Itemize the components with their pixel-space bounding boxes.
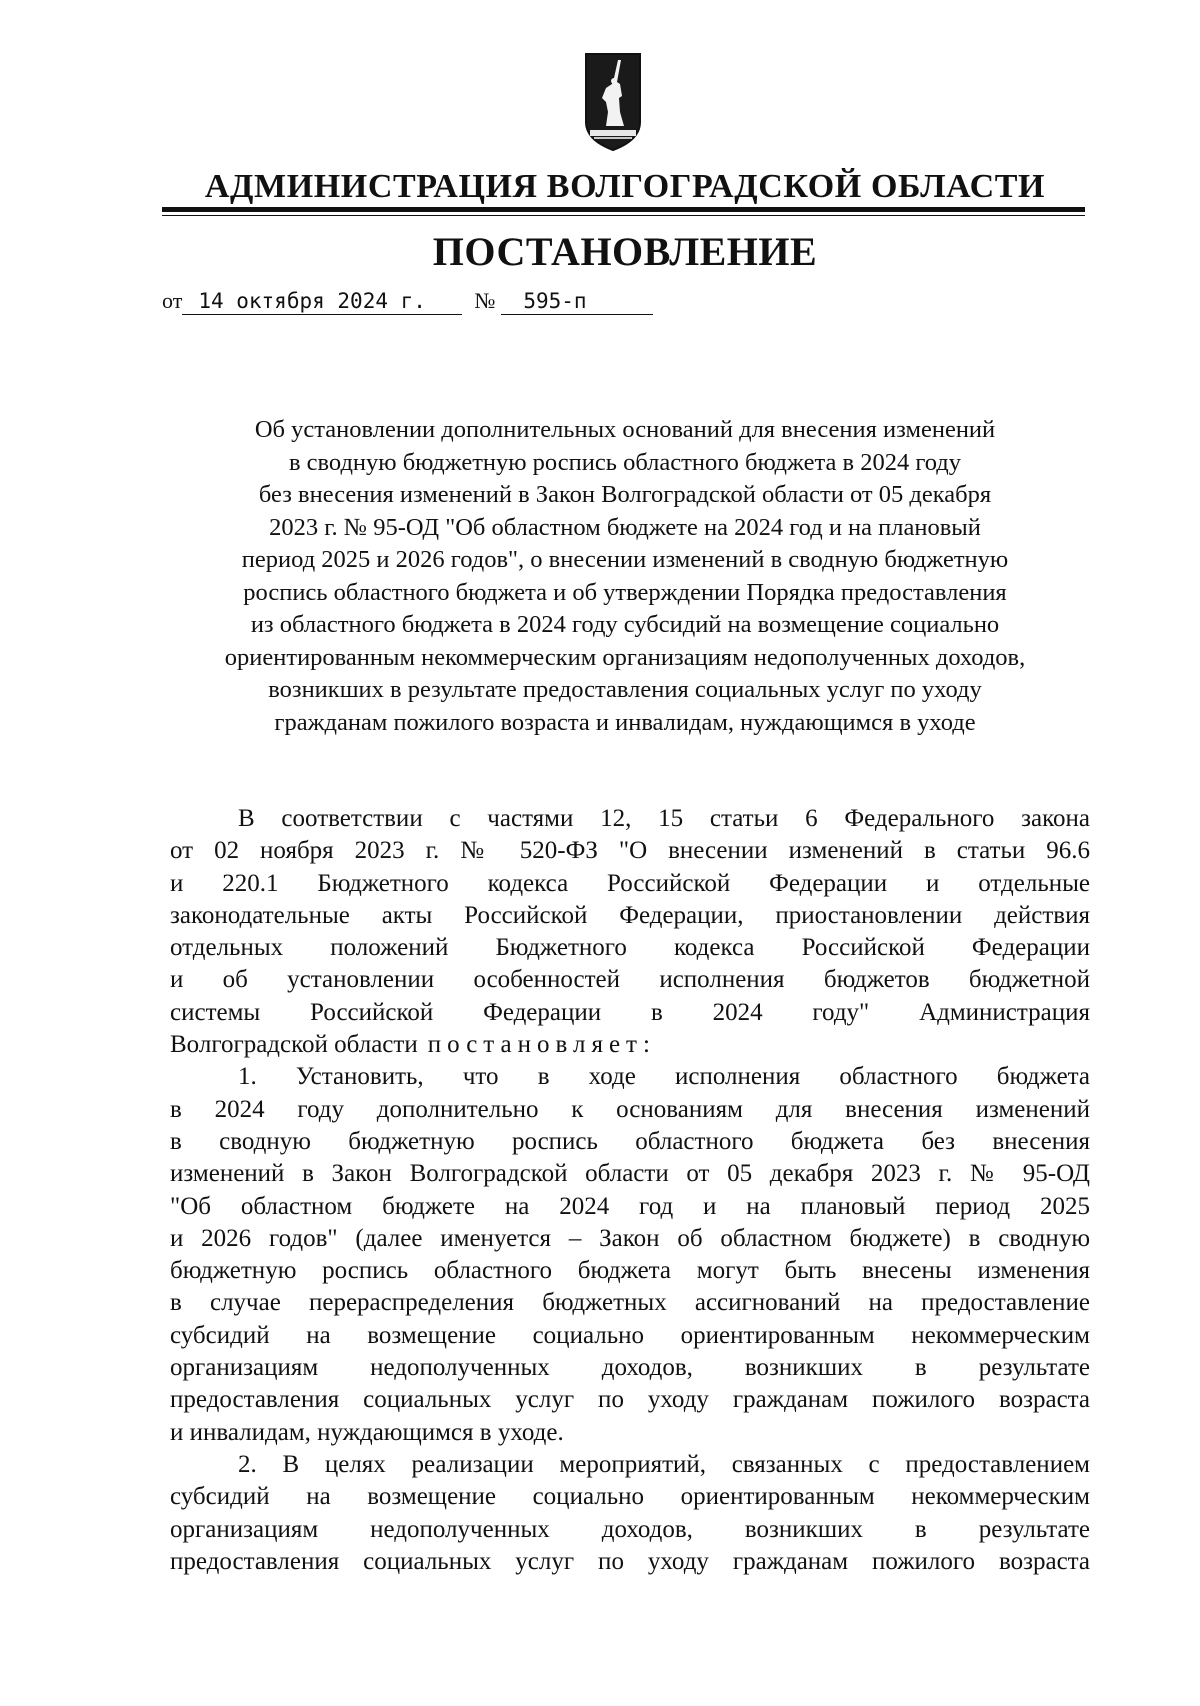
preamble-line: от 02 ноября 2023 г. № 520-ФЗ "О внесении изменений в статьи 96.6 xyxy=(170,837,1090,865)
preamble-line: и 220.1 Бюджетного кодекса Российской Федерации и отдельные xyxy=(170,869,1090,897)
document-number: 595-п xyxy=(523,289,587,313)
preamble-line: системы Российской Федерации в 2024 году" Администрация xyxy=(170,998,1090,1026)
item1-line: и 2026 годов" (далее именуется – Закон об областном бюджете) в сводную xyxy=(170,1224,1090,1252)
header-rule-thick xyxy=(162,207,1085,212)
title-line: ориентированным некоммерческим организациям недополученных доходов, xyxy=(224,643,1026,671)
preamble-line: и об установлении особенностей исполнения бюджетов бюджетной xyxy=(170,966,1090,994)
item1-line: предоставления социальных услуг по уходу гражданам пожилого возраста xyxy=(170,1386,1090,1414)
decree-word: постановляет: xyxy=(427,1031,656,1059)
item1-line: организациям недополученных доходов, возникших в результате xyxy=(170,1354,1090,1382)
document-body xyxy=(170,803,1090,1578)
preamble-line: законодательные акты Российской Федерации, приостановлении действия xyxy=(170,901,1090,929)
date-from-label: от xyxy=(162,288,183,313)
date-number-line xyxy=(162,288,653,315)
item1-line: в 2024 году дополнительно к основаниям для внесения изменений xyxy=(170,1095,1090,1123)
title-line: без внесения изменений в Закон Волгоградской области от 05 декабря xyxy=(258,481,992,508)
document-title xyxy=(150,414,1100,739)
preamble-line: В соответствии с частями 12, 15 статьи 6 Федерального закона xyxy=(238,805,1090,832)
item1-line: изменений в Закон Волгоградской области от 05 декабря 2023 г. № 95-ОД xyxy=(170,1160,1090,1188)
preamble-line: отдельных положений Бюджетного кодекса Российской Федерации xyxy=(170,934,1090,962)
title-line: гражданам пожилого возраста и инвалидам, нуждающимся в уходе xyxy=(274,708,976,736)
item1-line: и инвалидам, нуждающимся в уходе. xyxy=(170,1418,564,1446)
title-line: Об установлении дополнительных оснований для внесения изменений xyxy=(254,416,996,443)
item1-line: субсидий на возмещение социально ориентированным некоммерческим xyxy=(170,1321,1090,1349)
header-rule-thin xyxy=(162,215,1085,216)
item1-line: бюджетную роспись областного бюджета могут быть внесены изменения xyxy=(170,1257,1090,1285)
title-line: роспись областного бюджета и об утверждении Порядка предоставления xyxy=(243,578,1007,606)
title-line: возникших в результате предоставления социальных услуг по уходу xyxy=(268,676,982,703)
item1-line: в случае перераспределения бюджетных ассигнований на предоставление xyxy=(170,1289,1090,1317)
item2-line: 2. В целях реализации мероприятий, связанных с предоставлением xyxy=(238,1450,1090,1478)
volgograd-emblem-icon xyxy=(584,52,642,152)
item2-line: организациям недополученных доходов, возникших в результате xyxy=(170,1515,1090,1543)
title-line: в сводную бюджетную роспись областного бюджета в 2024 году xyxy=(288,448,962,476)
number-label: № xyxy=(474,288,496,313)
item2-line: предоставления социальных услуг по уходу гражданам пожилого возраста xyxy=(170,1547,1090,1575)
item1-line: в сводную бюджетную роспись областного бюджета без внесения xyxy=(170,1127,1090,1155)
title-line: период 2025 и 2026 годов", о внесении изменений в сводную бюджетную xyxy=(241,546,1009,573)
preamble-last-text: Волгоградской области xyxy=(170,1031,418,1059)
item2-line: субсидий на возмещение социально ориентированным некоммерческим xyxy=(170,1483,1090,1511)
document-type: ПОСТАНОВЛЕНИЕ xyxy=(432,229,818,274)
document-date: 14 октября 2024 г. xyxy=(198,289,426,313)
title-line: 2023 г. № 95-ОД "Об областном бюджете на 2024 год и на плановый xyxy=(269,513,981,541)
organization-name: АДМИНИСТРАЦИЯ ВОЛГОГРАДСКОЙ ОБЛАСТИ xyxy=(204,168,1046,205)
item1-line: 1. Установить, что в ходе исполнения областного бюджета xyxy=(238,1063,1090,1091)
preamble-line xyxy=(170,1029,1090,1061)
item1-line: "Об областном бюджете на 2024 год и на плановый период 2025 xyxy=(170,1192,1090,1220)
title-line: из областного бюджета в 2024 году субсидий на возмещение социально xyxy=(250,611,1000,638)
